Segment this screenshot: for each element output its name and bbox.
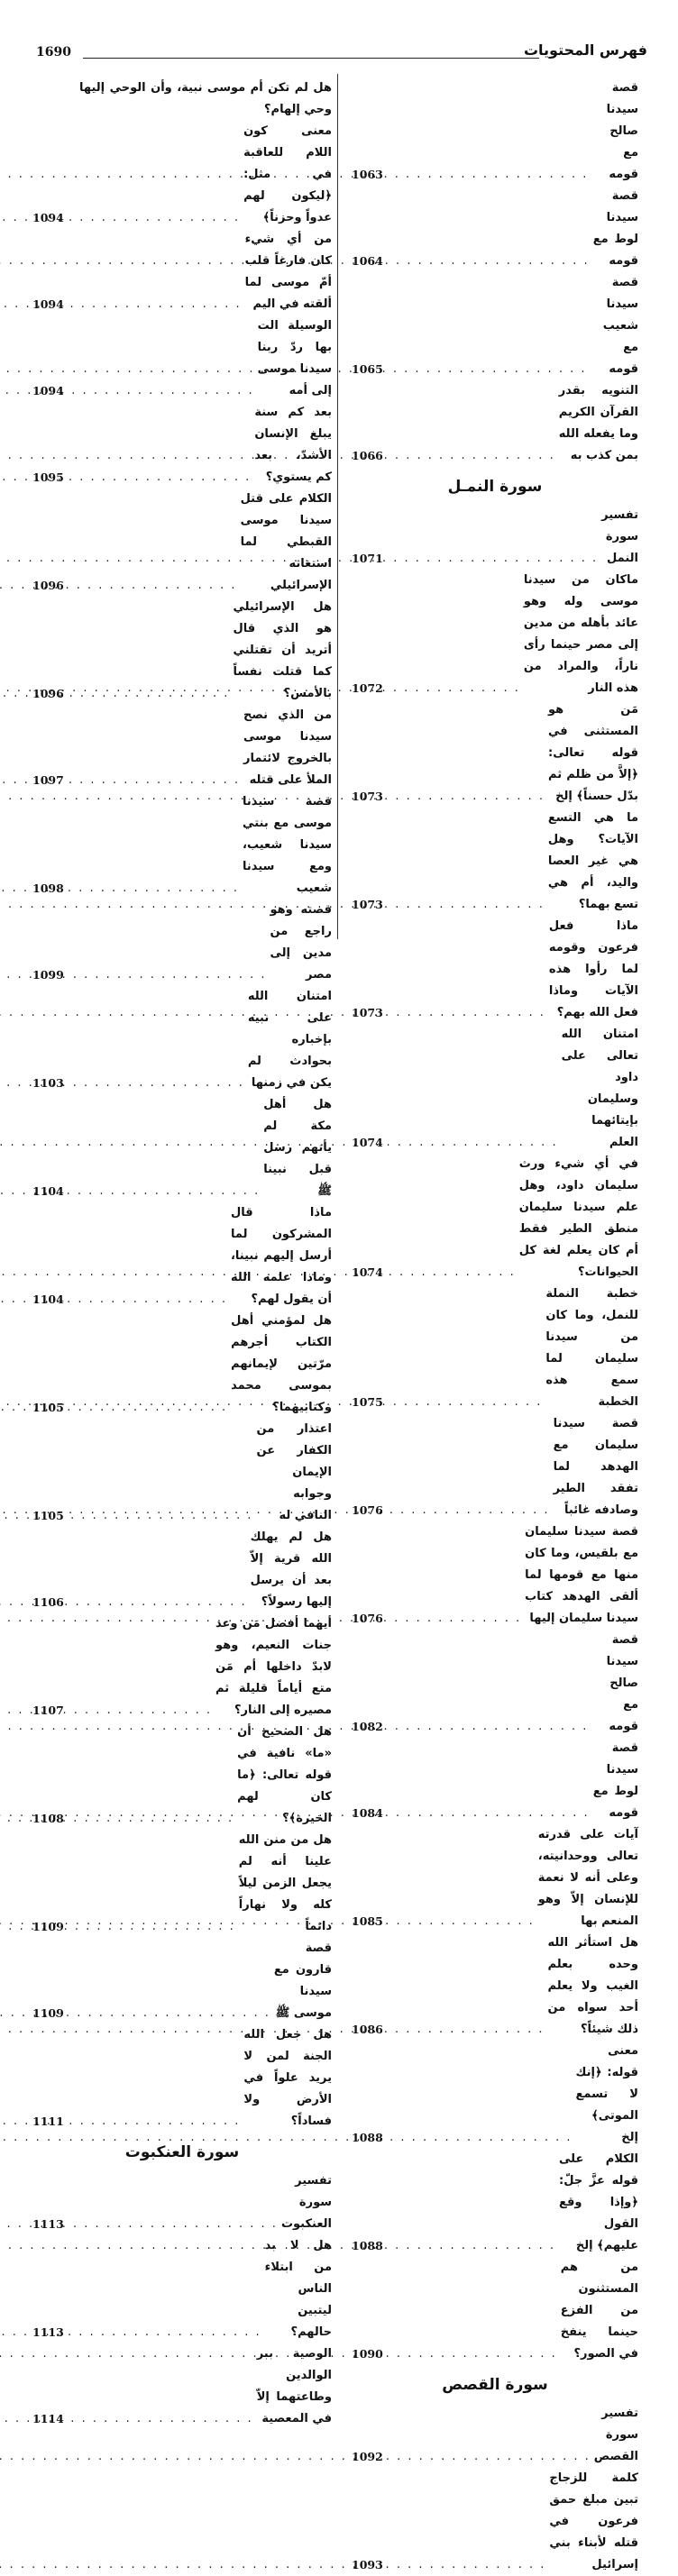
toc-entry[interactable]: [32, 78, 332, 121]
toc-entry[interactable]: [32, 1094, 332, 1202]
entry-title: هل من منن الله علينا أنه لم يجعل الزمن ليلاً كله ولا نهاراً دائماً: [238, 1833, 332, 1933]
entry-title: من الذي نصح سيدنا موسى بالخروج لائتمار الملأ على قتله: [243, 708, 332, 787]
dot-leader: [395, 1911, 535, 1932]
section-title: سورة العنكبوت: [124, 2143, 240, 2161]
toc-entry[interactable]: [32, 1202, 332, 1311]
entry-page-number: 1104: [32, 1184, 64, 1198]
entry-title: الكلام على قوله عزَّ جلّ: ﴿وإذا وقع القول عليهم﴾ إلخ: [559, 2152, 638, 2252]
entry-title: ماكان من سيدنا موسى وله وهو عائد بأهله من مدين إلى مصر حينما رأى ناراً، والمراد من هذه النار: [523, 573, 638, 695]
toc-entry[interactable]: [352, 699, 638, 808]
entry-title: كلمة للزجاج تبين مبلغ حمق فرعون في قتله لأبناء بني إسرائيل: [549, 2471, 638, 2571]
dot-leader: [395, 894, 545, 916]
toc-entry[interactable]: [32, 489, 332, 597]
dot-leader: [395, 2343, 557, 2365]
running-title: فهرس المحتويات: [523, 41, 647, 59]
dot-leader: [395, 548, 598, 570]
toc-entry[interactable]: [32, 1527, 332, 1613]
entry-page-number: 1107: [32, 1704, 64, 1717]
dot-leader: [76, 1073, 244, 1094]
entry-title: الوصية ببر الوالدين وطاعتهما إلاّ في المعصية: [256, 2347, 332, 2425]
dot-leader: [76, 2214, 278, 2235]
entry-page-number: 1073: [352, 790, 383, 803]
toc-entry[interactable]: [352, 78, 638, 186]
toc-entry[interactable]: [352, 1738, 638, 1824]
toc-entry[interactable]: [352, 2041, 638, 2149]
entry-page-number: 1076: [352, 1612, 383, 1625]
toc-entry[interactable]: [32, 986, 332, 1094]
toc-entry[interactable]: [352, 2257, 638, 2365]
entry-title: خطبة النملة للنمل، وما كان من سيدنا سليمان لما سمع هذه الخطبة: [545, 1287, 638, 1409]
toc-entry[interactable]: [352, 570, 638, 699]
toc-entry[interactable]: [32, 2170, 332, 2235]
entry-page-number: 1072: [352, 681, 383, 695]
dot-leader: [395, 2127, 573, 2149]
dot-leader: [395, 786, 545, 808]
dot-leader: [395, 2554, 545, 2576]
entry-title: قصة سيدنا موسى مع بنتي سيدنا شعيب، ومع سيدنا شعيب: [243, 795, 332, 895]
entry-page-number: 1073: [352, 898, 383, 911]
dot-leader: [395, 678, 520, 699]
dot-leader: [395, 2446, 591, 2468]
entry-page-number: 1090: [352, 2347, 383, 2361]
dot-leader: [395, 1132, 558, 1154]
dot-leader: [76, 2408, 253, 2430]
entry-title: آيات على قدرته تعالى ووحدانيته، وعلى أنه لا نعمة للإنسان إلاّ وهو المنعم بها: [537, 1828, 638, 1928]
dot-leader: [76, 2003, 270, 2024]
entry-title: هل أهل مكة لم يأتهم رسل قبل نبينا ﷺ: [263, 1098, 332, 1198]
entry-page-number: 1113: [32, 2325, 64, 2339]
entry-page-number: 1085: [352, 1914, 383, 1928]
toc-entry[interactable]: [32, 1830, 332, 1938]
dot-leader: [76, 380, 254, 402]
entry-title: قصة سيدنا صالح مع قومه: [606, 81, 638, 181]
dot-leader: [76, 1289, 227, 1311]
dot-leader: [76, 2322, 261, 2343]
entry-title: التنويه بقدر القرآن الكريم وما يفعله الله بمن كذب به: [558, 384, 638, 462]
dot-leader: [76, 1397, 227, 1419]
entry-page-number: 1074: [352, 1265, 383, 1279]
toc-entry[interactable]: [352, 1413, 638, 1521]
entry-page-number: 1094: [32, 297, 64, 311]
entry-page-number: 1073: [352, 1006, 383, 1019]
toc-entry[interactable]: [352, 2149, 638, 2257]
dot-leader: [76, 1808, 234, 1830]
entry-page-number: 1084: [352, 1806, 383, 1820]
dot-leader: [76, 207, 240, 229]
entry-page-number: 1114: [32, 2412, 64, 2425]
entry-page-number: 1082: [352, 1720, 383, 1733]
entry-title: الكلام على قتل سيدنا موسى القبطي لما استغاثه الإسرائيلي: [240, 492, 332, 592]
toc-entry[interactable]: [32, 1419, 332, 1527]
toc-entry[interactable]: [32, 2343, 332, 2430]
dot-leader: [76, 683, 229, 705]
entry-title: قصته وهو راجع من مدين إلى مصر: [270, 903, 332, 982]
dot-leader: [76, 1181, 260, 1202]
dot-leader: [395, 1500, 550, 1521]
entry-page-number: 1065: [352, 362, 383, 376]
toc-entry[interactable]: [32, 2235, 332, 2343]
header-rule: [83, 58, 539, 59]
dot-leader: [395, 1716, 588, 1738]
entry-page-number: 1088: [352, 2239, 383, 2252]
entry-title: مَن هو المستثنى في قوله تعالى: ﴿إلاَّ من ظلم ثم بدّل حسناً﴾ إلخ: [548, 703, 638, 803]
toc-entry[interactable]: [352, 1024, 638, 1154]
dot-leader: [395, 359, 587, 380]
toc-entry[interactable]: [32, 1613, 332, 1722]
entry-title: هل استأثر الله وحده بعلم الغيب ولا يعلم أحد سواه من ذلك شيئاً؟: [547, 1936, 638, 2036]
toc-entry[interactable]: [352, 916, 638, 1024]
toc-entry[interactable]: [32, 1722, 332, 1830]
dot-leader: [76, 1592, 247, 1613]
entry-title: من هم المستثنون من الفزع حينما ينفخ في الصور؟: [560, 2261, 638, 2361]
entry-title: هل لمؤمني أهل الكتاب أجرهم مرّتين لإيمانهم بموسى محمد وكتابيهما؟: [231, 1314, 332, 1414]
entry-page-number: 1111: [32, 2115, 64, 2128]
entry-page-number: 1076: [352, 1503, 383, 1517]
toc-entry[interactable]: [352, 1932, 638, 2041]
toc-entry[interactable]: [32, 229, 332, 315]
entry-page-number: 1071: [352, 552, 383, 565]
toc-entry[interactable]: [32, 402, 332, 489]
entry-page-number: 1104: [32, 1293, 64, 1306]
dot-leader: [395, 445, 555, 467]
entry-page-number: 1103: [32, 1076, 64, 1090]
entry-page-number: 1066: [352, 449, 383, 462]
dot-leader: [76, 878, 239, 900]
dot-leader: [76, 1505, 253, 1527]
entry-page-number: 1108: [32, 1812, 64, 1825]
toc-entry[interactable]: [352, 272, 638, 380]
dot-leader: [395, 1608, 521, 1630]
entry-title: هل جعل الله الجنة لمن لا يريد علواً في الأرض ولا فساداً؟: [243, 2028, 332, 2128]
dot-leader: [395, 1002, 545, 1024]
entry-page-number: 1106: [32, 1595, 64, 1609]
toc-entry[interactable]: [32, 121, 332, 229]
toc-entry[interactable]: [352, 2468, 638, 2576]
column-divider: [337, 74, 338, 939]
dot-leader: [76, 770, 240, 791]
entry-page-number: 1092: [352, 2450, 383, 2463]
toc-entry[interactable]: [32, 900, 332, 986]
toc-entry[interactable]: [352, 380, 638, 467]
toc-entry[interactable]: [352, 1824, 638, 1932]
entry-page-number: 1064: [352, 254, 383, 268]
entry-title: قصة سيدنا سليمان مع بلقيس، وما كان منها مع قومها لما ألقى الهدهد كتاب سيدنا سليمان إليها: [525, 1525, 638, 1625]
dot-leader: [395, 1262, 516, 1283]
entry-page-number: 1109: [32, 1920, 64, 1933]
dot-leader: [76, 294, 242, 315]
entry-page-number: 1086: [352, 2023, 383, 2036]
entry-page-number: 1096: [32, 687, 64, 700]
entry-title: هل لم يهلك الله قرية إلاّ بعد أن يرسل إليها رسولاً؟: [250, 1530, 332, 1609]
toc-entry[interactable]: [32, 597, 332, 705]
dot-leader: [395, 2019, 545, 2041]
entry-page-number: 1105: [32, 1509, 64, 1522]
entry-title: هل الإسرائيلي هو الذي قال أتريد أن تقتلني كما قتلت نفساً بالأمس؟: [233, 600, 332, 700]
entry-page-number: 1094: [32, 384, 64, 397]
dot-leader: [395, 1392, 542, 1413]
left-column: [32, 78, 332, 2430]
dot-leader: [76, 467, 251, 489]
dot-leader: [76, 2111, 240, 2133]
entry-title: تفسير سورة العنكبوت: [280, 2174, 332, 2231]
toc-entry[interactable]: [352, 505, 638, 570]
entry-title: قصة سيدنا شعيب مع قومه: [602, 276, 638, 376]
dot-leader: [395, 2235, 555, 2257]
section-title: سورة النمـل: [447, 478, 543, 496]
entry-page-number: 1113: [32, 2217, 64, 2231]
toc-entry[interactable]: [352, 1630, 638, 1738]
entry-title: اعتذار من الكفار عن الإيمان وجوابه النافي له: [256, 1422, 332, 1522]
entry-title: تفسير سورة القصص: [593, 2407, 638, 2463]
dot-leader: [76, 964, 267, 986]
toc-entry[interactable]: [32, 2024, 332, 2133]
entry-page-number: 1098: [32, 882, 64, 895]
entry-page-number: 1105: [32, 1401, 64, 1414]
toc-entry[interactable]: [32, 1311, 332, 1419]
entry-page-number: 1095: [32, 470, 64, 484]
entry-title: معنى كون اللام للعاقبة في مثل: ﴿ليكون لهم عدواً وحزناً﴾: [243, 124, 332, 224]
entry-page-number: 1097: [32, 773, 64, 787]
entry-title: الوسيلة الت بها ردّ ربنا سيدنا موسى إلى أمه: [257, 319, 332, 397]
entry-title: أيهما أفضل مَن وعد جنات النعيم، وهو لابدّ داخلها أم مَن متع أياماً قليلة ثم مصيره إلى النار؟: [215, 1617, 332, 1717]
entry-page-number: 1074: [352, 1136, 383, 1149]
entry-title: ما هي التسع الآيات؟ وهل هي غير العصا واليد، أم هي تسع بهما؟: [547, 811, 638, 911]
dot-leader: [395, 164, 588, 186]
entry-title: بعد كم سنة يبلغ الإنسان الأشدّ، بعد كم يستوي؟: [254, 406, 332, 484]
entry-page-number: 1093: [352, 2558, 383, 2571]
entry-title: في أي شيء ورث سليمان داود، وهل علم سيدنا سليمان منطق الطير فقط أم كان يعلم لغة كل الحيوانات؟: [518, 1157, 638, 1279]
entry-title: قصة قارون مع سيدنا موسى ﷺ: [273, 1941, 332, 2020]
entry-title: تفسير سورة النمل: [601, 508, 638, 565]
entry-title: هل لا بد من ابتلاء الناس ليتبين حالهم؟: [264, 2239, 332, 2339]
entry-page-number: 1096: [32, 579, 64, 592]
entry-title: ماذا فعل فرعون وقومه لما رأوا هذه الآيات وماذا فعل الله بهم؟: [548, 919, 638, 1019]
entry-page-number: 1094: [32, 211, 64, 224]
toc-entry[interactable]: [352, 2403, 638, 2468]
entry-title: ماذا قال المشركون لما أرسل إليهم نبينا، وماذا علمه الله أن يقول لهم؟: [230, 1206, 332, 1306]
entry-title: هل لم تكن أم موسى نبية، وأن الوحي إليها وحي إلهام؟: [79, 81, 332, 116]
entry-page-number: 1099: [32, 968, 64, 982]
dot-leader: [76, 1700, 212, 1722]
entry-title: امتنان الله على نبيه بإخباره بحوادث لم يكن في زمنها: [247, 990, 332, 1090]
toc-entry[interactable]: [352, 186, 638, 272]
page-header: [36, 40, 647, 67]
section-title: سورة القصص: [442, 2376, 548, 2394]
toc-entry[interactable]: [32, 705, 332, 791]
entry-title: معنى قوله: ﴿إنك لا تسمع الموتى﴾ إلخ: [575, 2044, 638, 2144]
toc-entry[interactable]: [352, 1154, 638, 1283]
entry-title: قصة سيدنا لوط مع قومه: [592, 1741, 638, 1820]
entry-page-number: 1109: [32, 2006, 64, 2020]
toc-entry[interactable]: [32, 315, 332, 402]
toc-entry[interactable]: [352, 1283, 638, 1413]
entry-title: قصة سيدنا لوط مع قومه: [592, 189, 638, 268]
entry-page-number: 1088: [352, 2131, 383, 2144]
right-column: [352, 78, 638, 2576]
entry-page-number: 1063: [352, 168, 383, 181]
entry-page-number: 1075: [352, 1395, 383, 1409]
dot-leader: [395, 251, 590, 272]
toc-entry[interactable]: [32, 791, 332, 900]
toc-entry[interactable]: [352, 808, 638, 916]
toc-entry[interactable]: [32, 1938, 332, 2024]
entry-title: امتنان الله تعالى على داود وسليمان بإيتائهما العلم: [561, 1028, 638, 1149]
dot-leader: [395, 1803, 590, 1824]
entry-title: قصة سيدنا سليمان مع الهدهد لما تفقد الطير وصادفه غائباً: [553, 1417, 638, 1517]
dot-leader: [76, 575, 237, 597]
dot-leader: [76, 1916, 235, 1938]
page-number: 1690: [36, 45, 71, 59]
entry-title: من أي شيء كان فارغاً قلب أمّ موسى لما ألقته في اليم: [244, 233, 332, 311]
toc-entry[interactable]: [352, 1521, 638, 1630]
entry-title: قصة سيدنا صالح مع قومه: [606, 1633, 638, 1733]
entry-title: هل الصحيح أن «ما» نافية في قوله تعالى: ﴿ما كان لهم الخيرة﴾؟: [237, 1725, 332, 1825]
